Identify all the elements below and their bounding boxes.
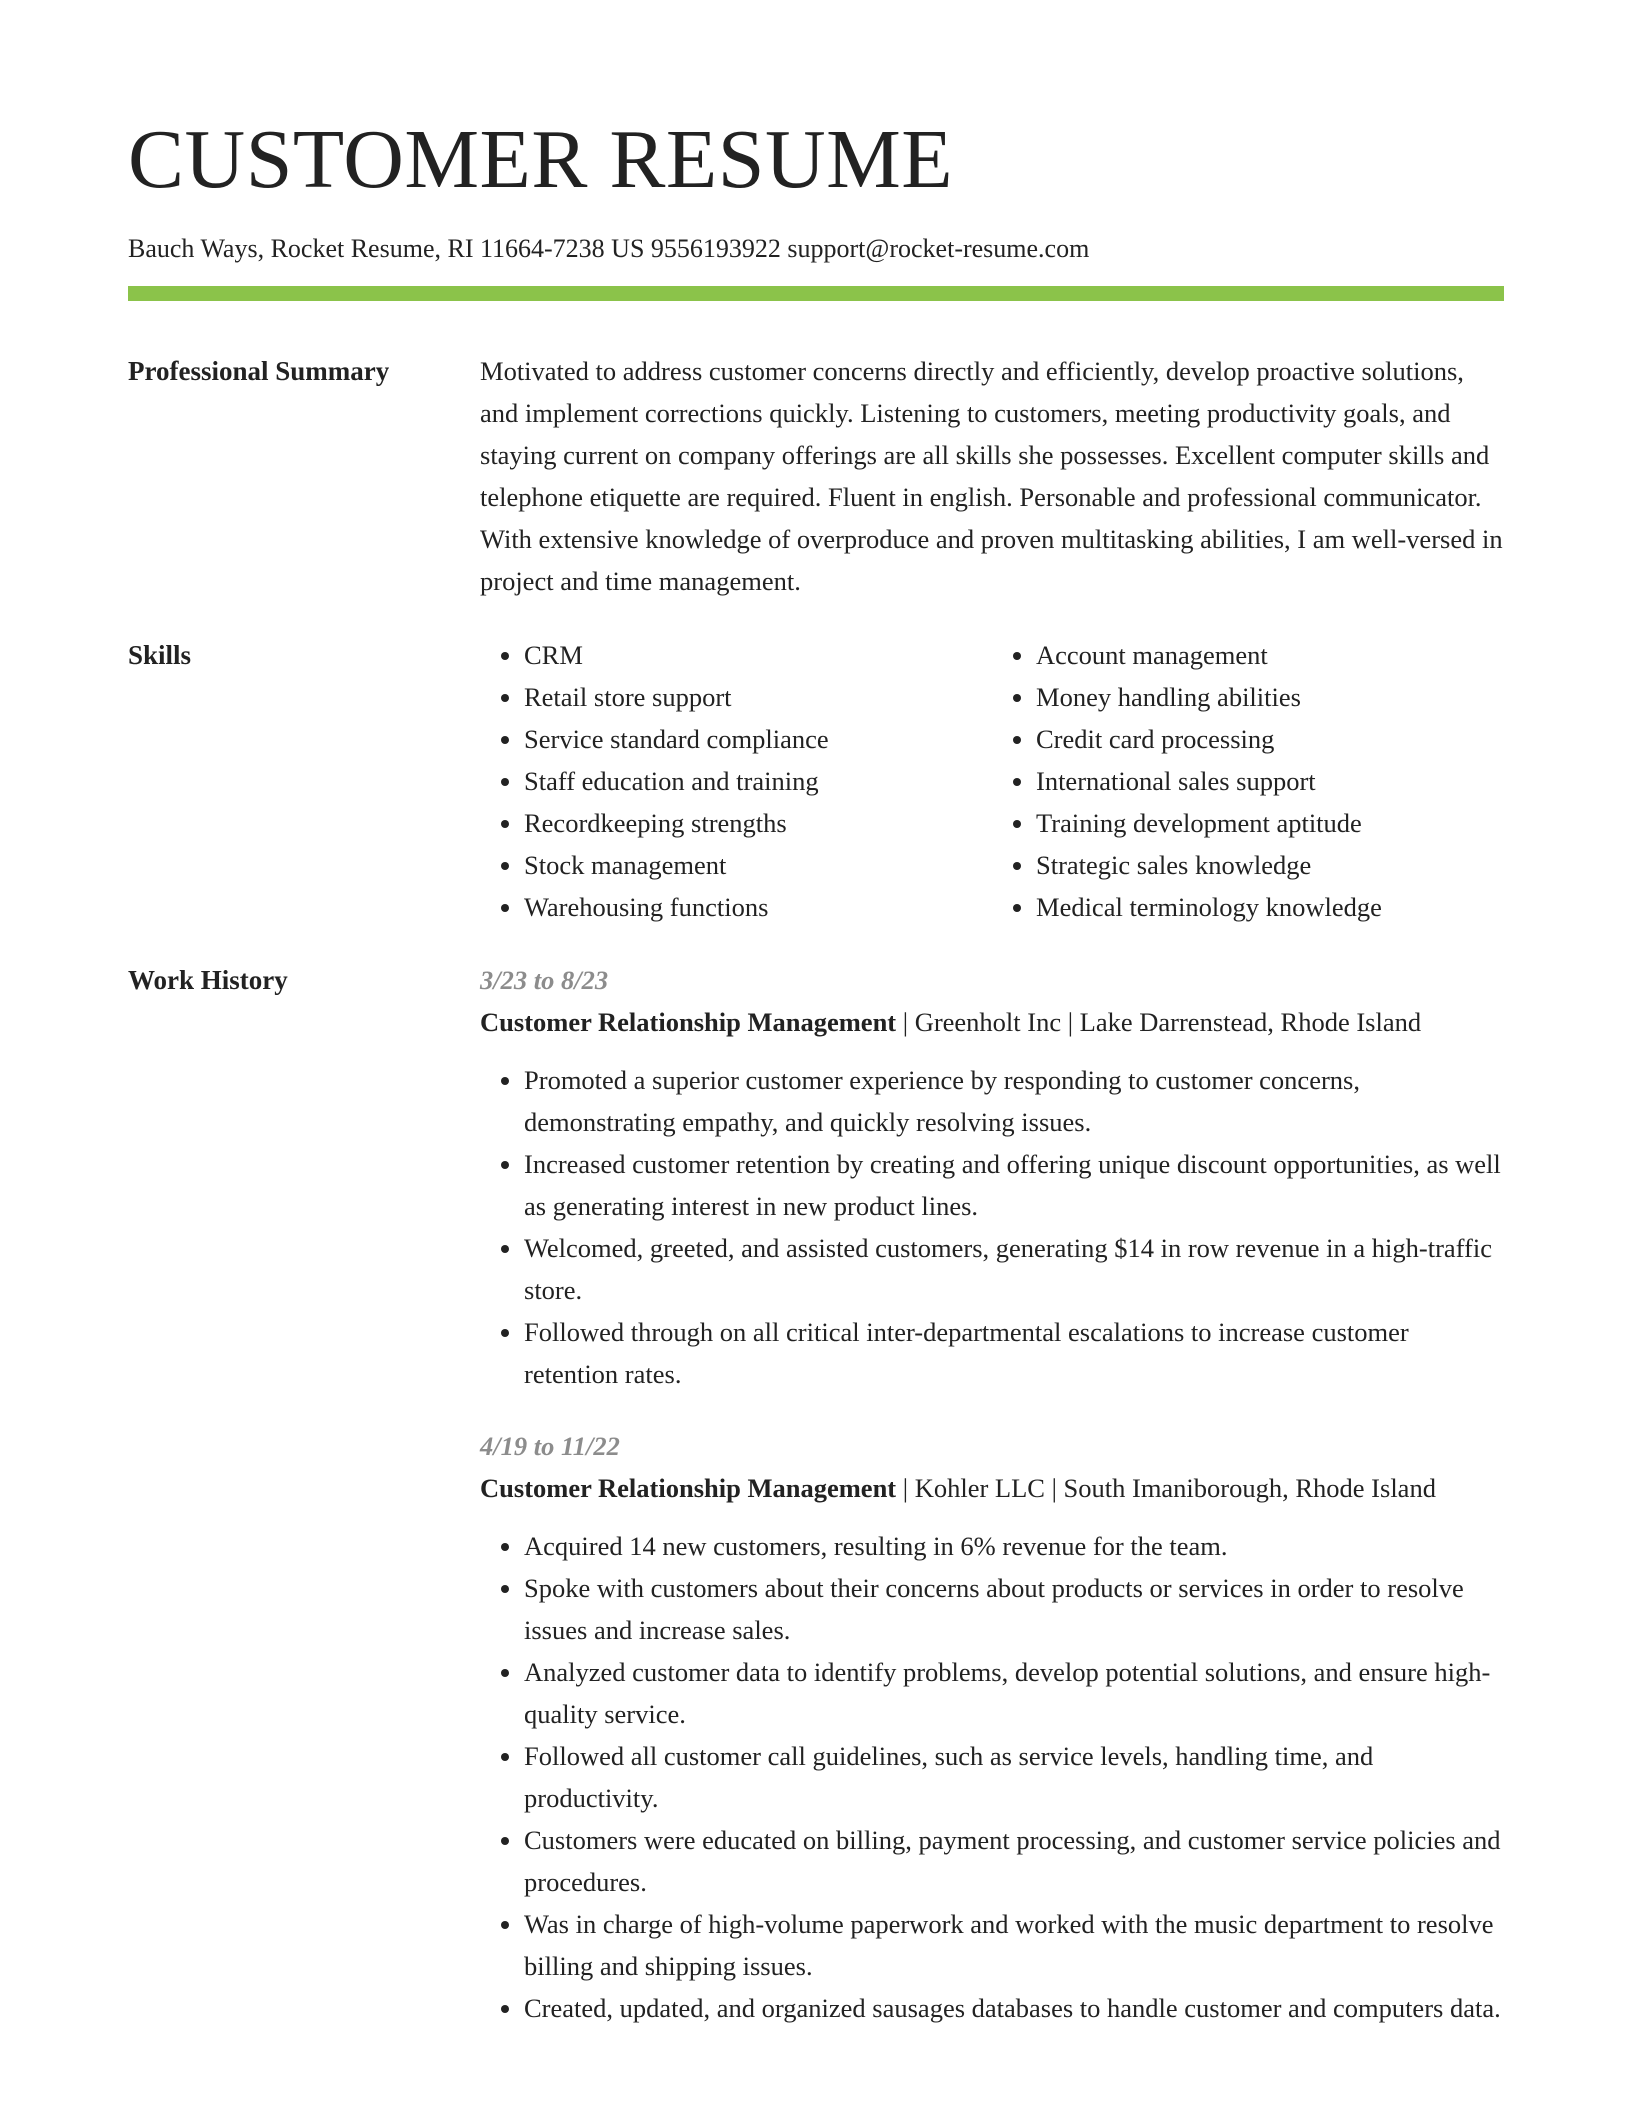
job-dates: 3/23 to 8/23: [480, 965, 609, 995]
job-bullet: • Spoke with customers about their concerns about products or services in order to resolve issues and increase sales.: [524, 1567, 1504, 1651]
job-company-location: | Greenholt Inc | Lake Darrenstead, Rhode Island: [896, 1007, 1422, 1037]
work-body: [480, 959, 1504, 2059]
section-label-work: Work History: [128, 965, 288, 995]
job-bullet: • Followed all customer call guidelines, such as service levels, handling time, and productivity.: [524, 1735, 1504, 1819]
skill-item: • Credit card processing: [1036, 718, 1496, 760]
accent-divider: [128, 286, 1504, 301]
job-title: Customer Relationship Management: [480, 1473, 897, 1503]
skill-item: • Recordkeeping strengths: [524, 802, 984, 844]
summary-text: Motivated to address customer concerns directly and efficiently, develop proactive solutions, and implement corrections quickly. Listening to customers, meeting productivity goals, and staying current on company offerings are all skills she possesses. Excellent computer skills and telephone etiquette are required. Fluent in english. Personable and professional communicator. With extensive knowledge of overproduce and proven multitasking abilities, I am well-versed in project and time management.: [480, 356, 1503, 596]
skill-item: • Strategic sales knowledge: [1036, 844, 1496, 886]
skill-item: • Stock management: [524, 844, 984, 886]
skill-item: • Warehousing functions: [524, 886, 984, 928]
job-entry: [480, 1425, 1504, 2029]
job-bullet: • Followed through on all critical inter-departmental escalations to increase customer retention rates.: [524, 1311, 1504, 1395]
section-label-summary: Professional Summary: [128, 356, 390, 386]
skill-item: • Retail store support: [524, 676, 984, 718]
job-bullet: • Analyzed customer data to identify problems, develop potential solutions, and ensure high-quality service.: [524, 1651, 1504, 1735]
skill-item: • International sales support: [1036, 760, 1496, 802]
job-bullet: • Promoted a superior customer experience by responding to customer concerns, demonstrating empathy, and quickly resolving issues.: [524, 1059, 1504, 1143]
skill-item: • Service standard compliance: [524, 718, 984, 760]
skills-body: [480, 634, 1504, 928]
skill-item: • Account management: [1036, 634, 1496, 676]
summary-body: [480, 350, 1504, 602]
section-label-skills: Skills: [128, 640, 192, 670]
skill-item: • Staff education and training: [524, 760, 984, 802]
skill-item: • Medical terminology knowledge: [1036, 886, 1496, 928]
job-heading: [480, 1467, 1504, 1509]
job-bullet: • Welcomed, greeted, and assisted customers, generating $14 in row revenue in a high-traffic store.: [524, 1227, 1504, 1311]
job-entry: [480, 959, 1504, 1395]
job-heading: [480, 1001, 1504, 1043]
job-bullet: • Acquired 14 new customers, resulting in 6% revenue for the team.: [524, 1525, 1504, 1567]
job-company-location: | Kohler LLC | South Imaniborough, Rhode Island: [896, 1473, 1436, 1503]
job-dates: 4/19 to 11/22: [480, 1431, 620, 1461]
job-bullet: • Was in charge of high-volume paperwork and worked with the music department to resolve billing and shipping issues.: [524, 1903, 1504, 1987]
skills-list-left: [480, 634, 984, 928]
job-bullet: • Customers were educated on billing, payment processing, and customer service policies and procedures.: [524, 1819, 1504, 1903]
job-bullets: [480, 1059, 1504, 1395]
job-bullet: • Created, updated, and organized sausages databases to handle customer and computers data.: [524, 1987, 1504, 2029]
resume-title: CUSTOMER RESUME: [128, 113, 954, 206]
job-title: Customer Relationship Management: [480, 1007, 897, 1037]
skill-item: • CRM: [524, 634, 984, 676]
skill-item: • Money handling abilities: [1036, 676, 1496, 718]
job-bullet: • Increased customer retention by creating and offering unique discount opportunities, as well as generating interest in new product lines.: [524, 1143, 1504, 1227]
skills-list-right: [984, 634, 1496, 928]
skill-item: • Training development aptitude: [1036, 802, 1496, 844]
job-bullets: [480, 1525, 1504, 2029]
contact-info: Bauch Ways, Rocket Resume, RI 11664-7238 US 9556193922 support@rocket-resume.com: [128, 234, 1090, 263]
